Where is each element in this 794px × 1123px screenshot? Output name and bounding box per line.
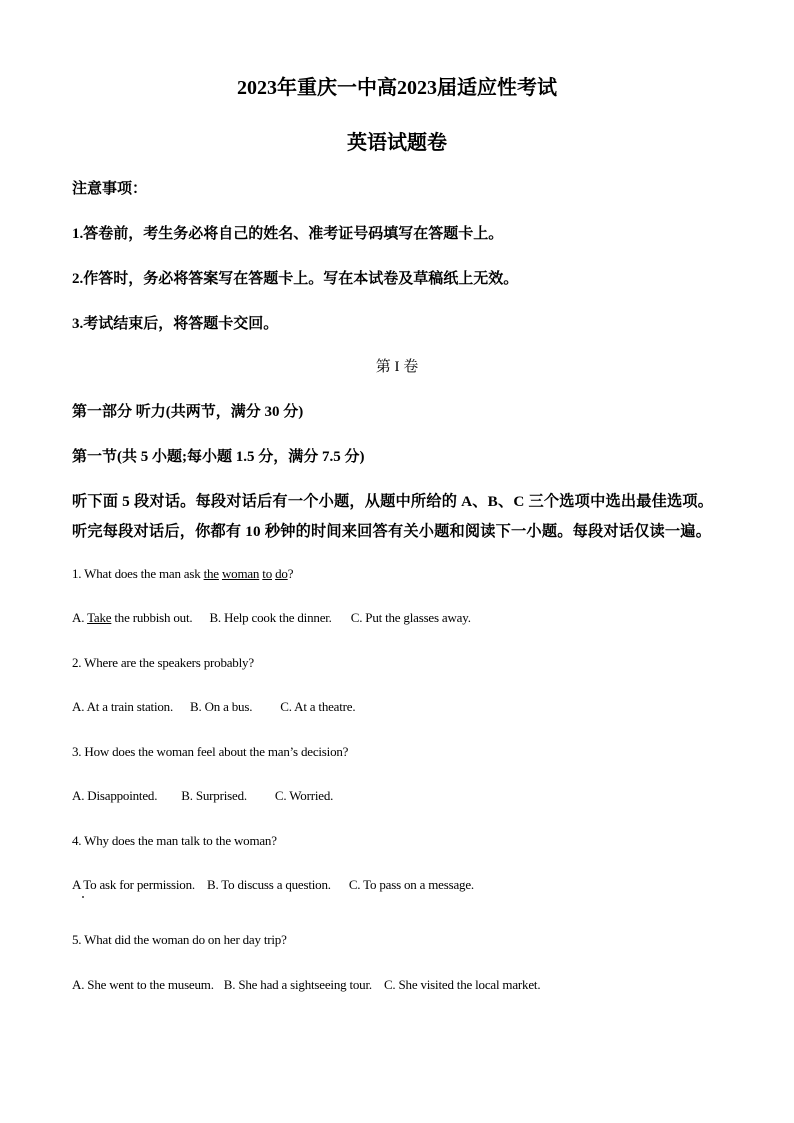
option-a: A. At a train station. (72, 699, 174, 714)
exam-title: 2023年重庆一中高2023届适应性考试 (237, 77, 557, 99)
part1-heading: 第一部分 听力(共两节，满分 30 分) (72, 404, 304, 420)
option-a: A. Disappointed. (72, 788, 158, 803)
notice-item-3: 3.考试结束后，将答题卡交回。 (72, 316, 279, 332)
option-c: C. Put the glasses away. (350, 610, 471, 625)
option-b: B. She had a sightseeing tour. (223, 977, 372, 992)
question-4-options (72, 877, 474, 893)
question-1-options (72, 610, 471, 626)
notice-item-1: 1.答卷前，考生务必将自己的姓名、准考证号码填写在答题卡上。 (72, 226, 504, 242)
option-a: A. Take the rubbish out. (72, 610, 193, 625)
option-c: C. To pass on a message. (348, 877, 474, 892)
question-4: 4. Why does the man talk to the woman? (72, 833, 277, 848)
stray-dot (82, 896, 84, 898)
instruction-line-2: 听完每段对话后，你都有 10 秒钟的时间来回答有关小题和阅读下一小题。每段对话仅读一遍。 (72, 523, 712, 540)
option-b: B. Surprised. (181, 788, 247, 803)
question-2-options (72, 699, 355, 715)
option-a: A To ask for permission. (72, 877, 195, 892)
question-2: 2. Where are the speakers probably? (72, 655, 254, 670)
question-3-options (72, 788, 333, 804)
exam-subtitle: 英语试题卷 (347, 132, 447, 154)
option-b: B. To discuss a question. (206, 877, 331, 892)
option-b: B. On a bus. (190, 699, 253, 714)
section1-heading: 第一节(共 5 小题;每小题 1.5 分，满分 7.5 分) (72, 449, 365, 465)
notice-heading: 注意事项： (72, 181, 148, 197)
question-1: 1. What does the man ask the woman to do? (72, 566, 294, 581)
question-5-options (72, 977, 540, 993)
option-b: B. Help cook the dinner. (209, 610, 332, 625)
instruction-line-1: 听下面 5 段对话。每段对话后有一个小题，从题中所给的 A、B、C 三个选项中选出最佳选项。 (72, 493, 714, 510)
option-c: C. She visited the local market. (383, 977, 541, 992)
option-c: C. Worried. (274, 788, 334, 803)
option-a: A. She went to the museum. (72, 977, 214, 992)
volume-label: 第 I 卷 (375, 359, 419, 375)
notice-item-2: 2.作答时，务必将答案写在答题卡上。写在本试卷及草稿纸上无效。 (72, 271, 519, 287)
question-5: 5. What did the woman do on her day trip? (72, 932, 287, 947)
question-3: 3. How does the woman feel about the man’s decision? (72, 744, 349, 759)
option-c: C. At a theatre. (280, 699, 356, 714)
